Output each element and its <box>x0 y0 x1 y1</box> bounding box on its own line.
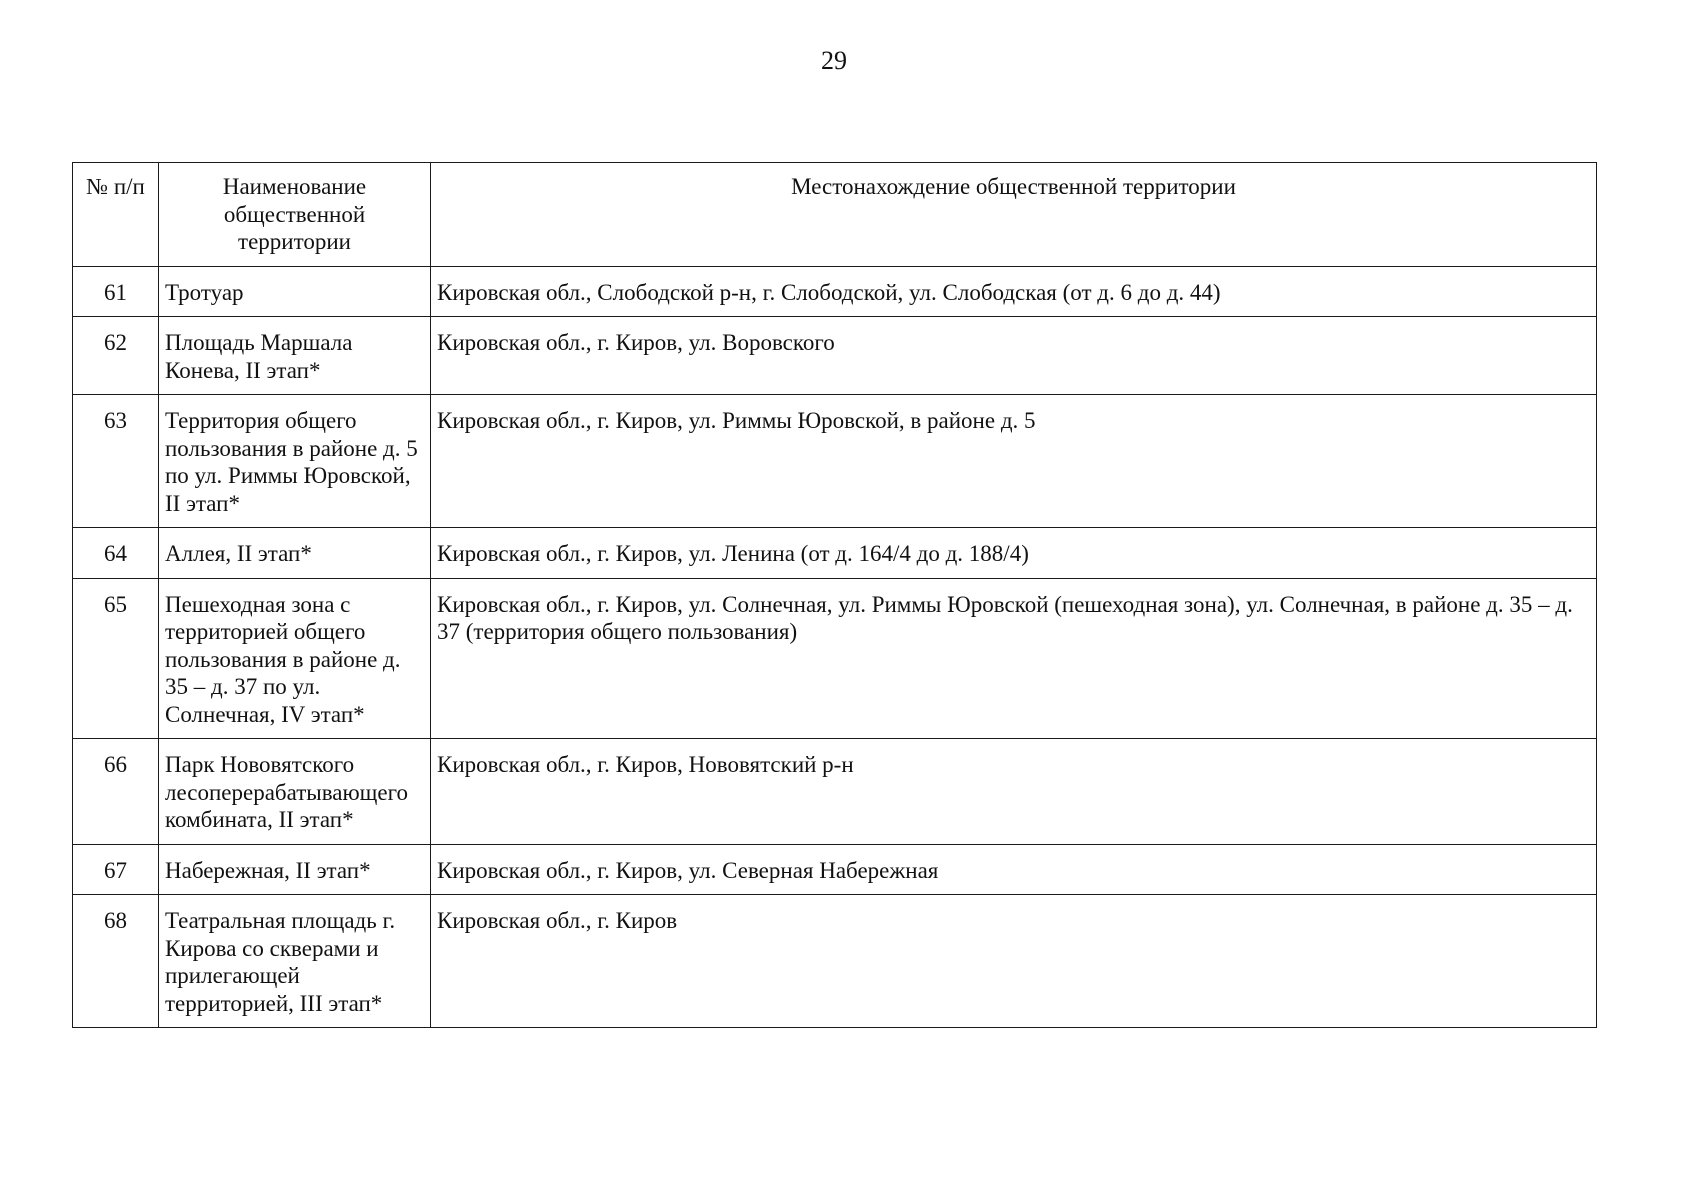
row-location: Кировская обл., Слободской р-н, г. Слободской, ул. Слободская (от д. 6 до д. 44) <box>431 266 1597 317</box>
row-number: 64 <box>73 528 159 579</box>
row-location: Кировская обл., г. Киров, ул. Воровского <box>431 317 1597 395</box>
row-name: Тротуар <box>159 266 431 317</box>
row-number: 66 <box>73 739 159 845</box>
row-location: Кировская обл., г. Киров, ул. Солнечная, ул. Риммы Юровской (пешеходная зона), ул. Солнечная, в районе д. 35 – д. 37 (территория общего пользования) <box>431 578 1597 739</box>
row-number: 61 <box>73 266 159 317</box>
territories-table <box>72 162 1597 1028</box>
page-number: 29 <box>821 46 847 75</box>
row-location: Кировская обл., г. Киров <box>431 895 1597 1028</box>
header-location: Местонахождение общественной территории <box>431 163 1597 267</box>
table-row <box>73 739 1597 845</box>
row-number: 63 <box>73 395 159 528</box>
header-number: № п/п <box>73 163 159 267</box>
row-number: 62 <box>73 317 159 395</box>
table-row <box>73 266 1597 317</box>
row-location: Кировская обл., г. Киров, ул. Северная Набережная <box>431 844 1597 895</box>
row-number: 67 <box>73 844 159 895</box>
row-number: 68 <box>73 895 159 1028</box>
table-header-row <box>73 163 1597 267</box>
table-row <box>73 578 1597 739</box>
row-name: Набережная, II этап* <box>159 844 431 895</box>
header-name: Наименование общественной территории <box>159 163 431 267</box>
row-number: 65 <box>73 578 159 739</box>
row-location: Кировская обл., г. Киров, ул. Риммы Юровской, в районе д. 5 <box>431 395 1597 528</box>
table-row <box>73 317 1597 395</box>
row-name: Театральная площадь г. Кирова со скверами и прилегающей территорией, III этап* <box>159 895 431 1028</box>
row-location: Кировская обл., г. Киров, ул. Ленина (от д. 164/4 до д. 188/4) <box>431 528 1597 579</box>
row-name: Площадь Маршала Конева, II этап* <box>159 317 431 395</box>
row-name: Парк Нововятского лесоперерабатывающего комбината, II этап* <box>159 739 431 845</box>
row-name: Аллея, II этап* <box>159 528 431 579</box>
row-name: Территория общего пользования в районе д. 5 по ул. Риммы Юровской, II этап* <box>159 395 431 528</box>
row-location: Кировская обл., г. Киров, Нововятский р-н <box>431 739 1597 845</box>
table-row <box>73 528 1597 579</box>
table-row <box>73 844 1597 895</box>
table-row <box>73 395 1597 528</box>
row-name: Пешеходная зона с территорией общего пользования в районе д. 35 – д. 37 по ул. Солнечная, IV этап* <box>159 578 431 739</box>
table-row <box>73 895 1597 1028</box>
